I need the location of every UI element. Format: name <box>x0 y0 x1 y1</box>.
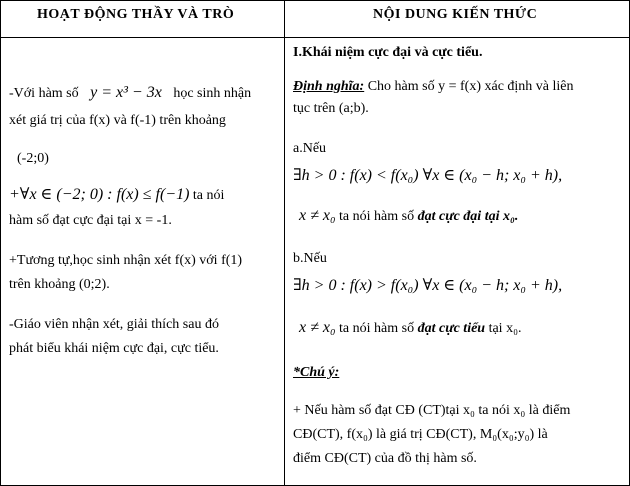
case-a-formula: ∃h > 0 : f(x) < f(x₀) ∀x ∈ (x₀ − h; x₀ + h), <box>293 167 563 184</box>
column-divider <box>284 1 285 485</box>
note-line-3: điểm CĐ(CT) của đồ thị hàm số. <box>293 451 477 466</box>
definition-line-2: tục trên (a;b). <box>293 101 369 116</box>
left-line-7: trên khoảng (0;2). <box>9 277 110 292</box>
left-line-2: xét giá trị của f(x) và f(-1) trên khoảng <box>9 113 226 128</box>
header-right: NỘI DUNG KIẾN THỨC <box>373 7 538 22</box>
case-b-label: b.Nếu <box>293 251 327 266</box>
header-left: HOẠT ĐỘNG THẦY VÀ TRÒ <box>37 7 235 22</box>
case-a-conclusion: x ≠ x₀ ta nói hàm số đạt cực đại tại x₀. <box>299 207 519 224</box>
case-a-label: a.Nếu <box>293 141 327 156</box>
note-line-2: CĐ(CT), f(x₀) là giá trị CĐ(CT), M₀(x₀;y₀) là <box>293 427 548 442</box>
left-line-5: hàm số đạt cực đại tại x = -1. <box>9 213 172 228</box>
note-label: *Chú ý: <box>293 365 340 380</box>
case-b-formula: ∃h > 0 : f(x) > f(x₀) ∀x ∈ (x₀ − h; x₀ + h), <box>293 277 563 294</box>
left-line-8: -Giáo viên nhận xét, giải thích sau đó <box>9 317 219 332</box>
left-line-4: +∀x ∈ (−2; 0) : f(x) ≤ f(−1) ta nói <box>9 186 225 203</box>
header-divider <box>1 37 629 38</box>
left-line-1: -Với hàm số y = x³ − 3x học sinh nhận <box>9 84 252 101</box>
definition-line-1: Định nghĩa: Cho hàm số y = f(x) xác định và liên <box>293 79 574 94</box>
section-title: I.Khái niệm cực đại và cực tiểu. <box>293 45 483 60</box>
case-b-conclusion: x ≠ x₀ ta nói hàm số đạt cực tiểu tại x₀. <box>299 319 522 336</box>
left-line-6: +Tương tự,học sinh nhận xét f(x) với f(1) <box>9 253 243 268</box>
note-line-1: + Nếu hàm số đạt CĐ (CT)tại x₀ ta nói x₀ là điểm <box>293 403 571 418</box>
left-line-3: (-2;0) <box>17 151 49 166</box>
left-line-9: phát biểu khái niệm cực đại, cực tiểu. <box>9 341 219 356</box>
